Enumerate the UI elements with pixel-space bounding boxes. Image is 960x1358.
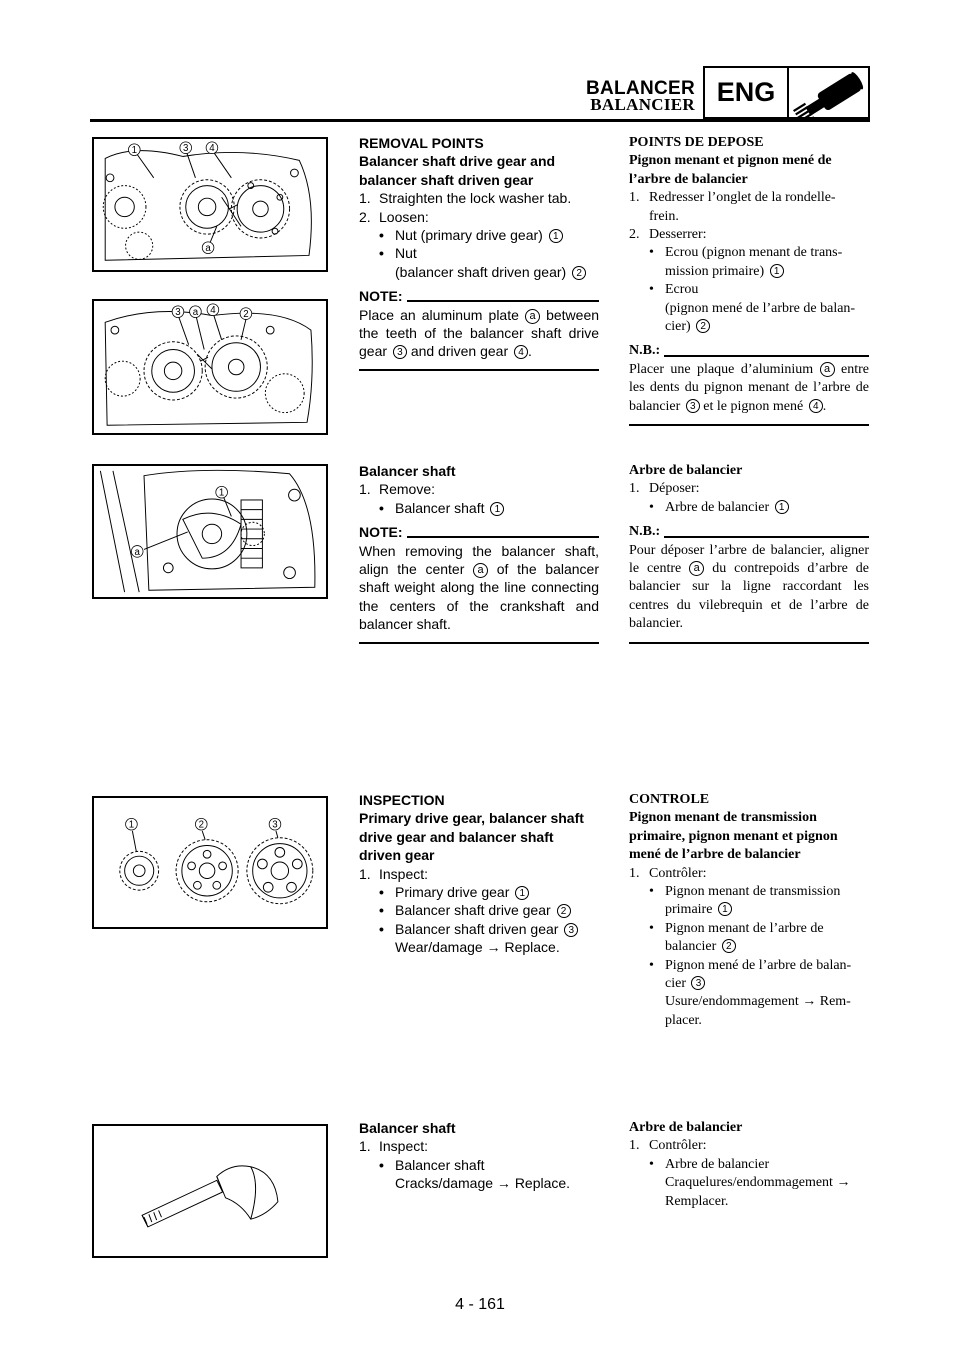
step-text: Redresser l’onglet de la rondelle- [649,190,836,206]
inspection-sub3-en: driven gear [359,847,435,864]
bullet-text-cont: mission primaire) [665,263,765,279]
balancer-shaft-inspection-fr [629,1119,869,1211]
inspection-result-en: Wear/damage → Replace. [395,939,560,956]
step-text: Déposer: [649,481,700,497]
fig2-label-2: 2 [243,309,249,321]
figure-gears-removal-1 [92,137,328,272]
ref-number-1: 1 [770,264,784,278]
ref-number-1: 1 [718,902,732,916]
fig3-label-a: a [134,546,140,558]
inspection-sub2-fr: primaire, pignon menant et pignon [629,828,838,844]
fig1-label-4: 4 [209,143,215,155]
step-text: Desserrer: [649,227,707,243]
fig2-label-a: a [192,307,199,319]
removal-points-fr [629,134,869,426]
inspection-fr [629,791,869,1030]
bullet-text: Ecrou (pignon menant de trans- [665,245,843,261]
shaft-heading-en: Balancer shaft [359,463,456,479]
bullet-text: Primary drive gear [395,884,510,901]
bullet: • [649,884,654,900]
step-text: Straighten the lock washer tab. [379,190,572,207]
note-label-fr: N.B.: [629,524,661,540]
step-text: Contrôler: [649,865,707,881]
figure-gears-inspection [92,796,328,929]
inspection-sub1-fr: Pignon menant de transmission [629,810,817,826]
bullet-text: Pignon menant de l’arbre de [665,920,824,936]
bullet-text: Arbre de balancier [665,1156,770,1172]
ref-number-1: 1 [490,502,504,516]
fig2-label-3: 3 [175,307,181,319]
bullet-text-cont: (balancer shaft driven gear) [395,263,567,280]
bullet: • [649,1156,654,1172]
note-label-en: NOTE: [359,288,403,305]
bullet: • [379,920,384,937]
inspection-heading-en: INSPECTION [359,792,445,808]
shaft2-result-fr: Craquelures/endommagement → [665,1175,851,1191]
inspection-en [359,791,599,957]
ref-letter-a: a [525,309,540,324]
bullet: • [649,282,654,298]
note-text-en: When removing the balancer shaft, align the center a of the balancer shaft weight along the line connecting the centers of the crankshaft and balancer shaft. [359,542,600,633]
ref-number-4: 4 [514,345,528,359]
ref-number-2: 2 [572,266,586,280]
removal-sub1-en: Balancer shaft drive gear and [359,153,556,170]
bullet: • [379,884,384,901]
section-tab [703,66,870,119]
bullet: • [649,957,654,973]
bullet-text-cont: primaire [665,902,713,918]
bullet-text-cont: balancier [665,939,717,955]
step-number: 1. [629,190,640,206]
step-text: Inspect: [379,1138,429,1155]
header-title-fr: BALANCIER [590,95,695,114]
figure-balancer-shaft-inspection [92,1124,328,1258]
note-text-fr: Placer une plaque d’aluminium a entre les dents du pignon menant de l’arbre de balancier 3 et le pignon mené 4 . [629,361,869,414]
step-number: 2. [629,227,640,243]
balancer-shaft-removal-fr [629,462,869,644]
removal-heading-en: REMOVAL POINTS [359,135,484,151]
figure-gears-removal-2 [92,299,328,435]
removal-heading-fr: POINTS DE DEPOSE [629,135,764,150]
step-number: 2. [359,208,371,225]
bullet: • [379,245,384,262]
figure-balancer-shaft-removal [92,464,328,599]
bullet-text: Pignon menant de transmission [665,884,841,900]
fig1-label-1: 1 [131,145,138,157]
header-title-en: BALANCER [585,78,695,99]
bullet: • [649,499,654,515]
section-tag: ENG [705,68,789,117]
step-number: 1. [629,1138,640,1154]
shaft2-heading-en: Balancer shaft [359,1120,456,1136]
fig3-label-1: 1 [218,487,225,499]
bullet-text: Balancer shaft driven gear [395,920,559,937]
inspection-sub1-en: Primary drive gear, balancer shaft [359,810,584,827]
removal-sub2-en: balancer shaft driven gear [359,171,534,188]
bullet: • [649,245,654,261]
fig4-label-2: 2 [198,819,204,831]
ref-letter-a: a [820,362,835,377]
ref-number-3: 3 [564,923,578,937]
bullet-text: Nut (primary drive gear) [395,227,543,244]
inspection-sub2-en: drive gear and balancer shaft [359,828,554,845]
bullet: • [379,227,384,244]
note-label-fr: N.B.: [629,343,661,359]
ref-number-2: 2 [696,319,710,333]
ref-number-3: 3 [686,399,700,413]
step-number: 1. [359,1138,371,1155]
ref-number-3: 3 [691,976,705,990]
bullet-text-cont: cier) [665,319,691,335]
removal-sub2-fr: l’arbre de balancier [629,171,748,187]
bullet: • [649,920,654,936]
ref-number-2: 2 [722,939,736,953]
removal-points-en [359,134,599,371]
inspection-result-fr-cont: placer. [665,1012,702,1028]
step-number: 1. [629,481,640,497]
fig2-label-4: 4 [210,305,216,317]
step-text: Remove: [379,481,436,498]
balancer-shaft-inspection-en [359,1119,599,1193]
engine-piston-icon [789,68,868,117]
bullet-text: Nut [395,245,417,262]
note-text-fr: Pour déposer l’arbre de balancier, aligner le centre a du contrepoids d’arbre de balancier sur la ligne raccordant les centres du vilebrequin et de l’arbre de balancier. [629,542,870,632]
step-text: Inspect: [379,865,429,882]
bullet-text: Balancer shaft [395,1156,485,1173]
inspection-result-fr: Usure/endommagement → Rem- [665,994,851,1010]
bullet-text: Ecrou [665,282,699,298]
step-number: 1. [359,481,371,498]
bullet-text-cont: cier [665,976,686,992]
ref-number-3: 3 [393,345,407,359]
ref-number-2: 2 [557,904,571,918]
bullet: • [379,499,384,516]
shaft2-heading-fr: Arbre de balancier [629,1120,743,1135]
step-text: Loosen: [379,208,429,225]
header-rule [90,119,870,122]
ref-number-4: 4 [809,399,823,413]
fig1-label-3: 3 [183,143,189,155]
ref-letter-a: a [473,563,488,578]
bullet-text: Pignon mené de l’arbre de balan- [665,957,852,973]
step-number: 1. [359,865,371,882]
step-text-cont: frein. [649,208,679,224]
bullet-text-cont: (pignon mené de l’arbre de balan- [665,300,856,316]
shaft-heading-fr: Arbre de balancier [629,463,743,478]
balancer-shaft-removal-en [359,462,599,644]
ref-number-1: 1 [775,500,789,514]
fig4-label-3: 3 [272,819,278,831]
shaft2-result-fr-cont: Remplacer. [665,1193,729,1209]
page-number: 4 - 161 [455,1296,505,1313]
note-label-en: NOTE: [359,524,403,541]
bullet-text: Balancer shaft drive gear [395,902,551,919]
ref-number-1: 1 [515,886,529,900]
ref-letter-a: a [689,561,704,576]
note-text-en: Place an aluminum plate a between the teeth of the balancer shaft drive gear 3 and driven gear 4 . [359,306,600,360]
inspection-sub3-fr: mené de l’arbre de balancier [629,847,801,863]
fig1-label-a: a [205,243,211,255]
bullet-text: Arbre de balancier [665,499,770,515]
removal-sub1-fr: Pignon menant et pignon mené de [629,153,832,169]
inspection-heading-fr: CONTROLE [629,792,710,807]
ref-number-1: 1 [549,229,563,243]
step-text: Contrôler: [649,1138,707,1154]
bullet-text: Balancer shaft [395,499,485,516]
step-number: 1. [629,865,640,881]
shaft2-result-en: Cracks/damage → Replace. [395,1175,571,1192]
bullet: • [379,902,384,919]
fig4-label-1: 1 [128,819,135,831]
step-number: 1. [359,190,371,207]
bullet: • [379,1156,384,1173]
